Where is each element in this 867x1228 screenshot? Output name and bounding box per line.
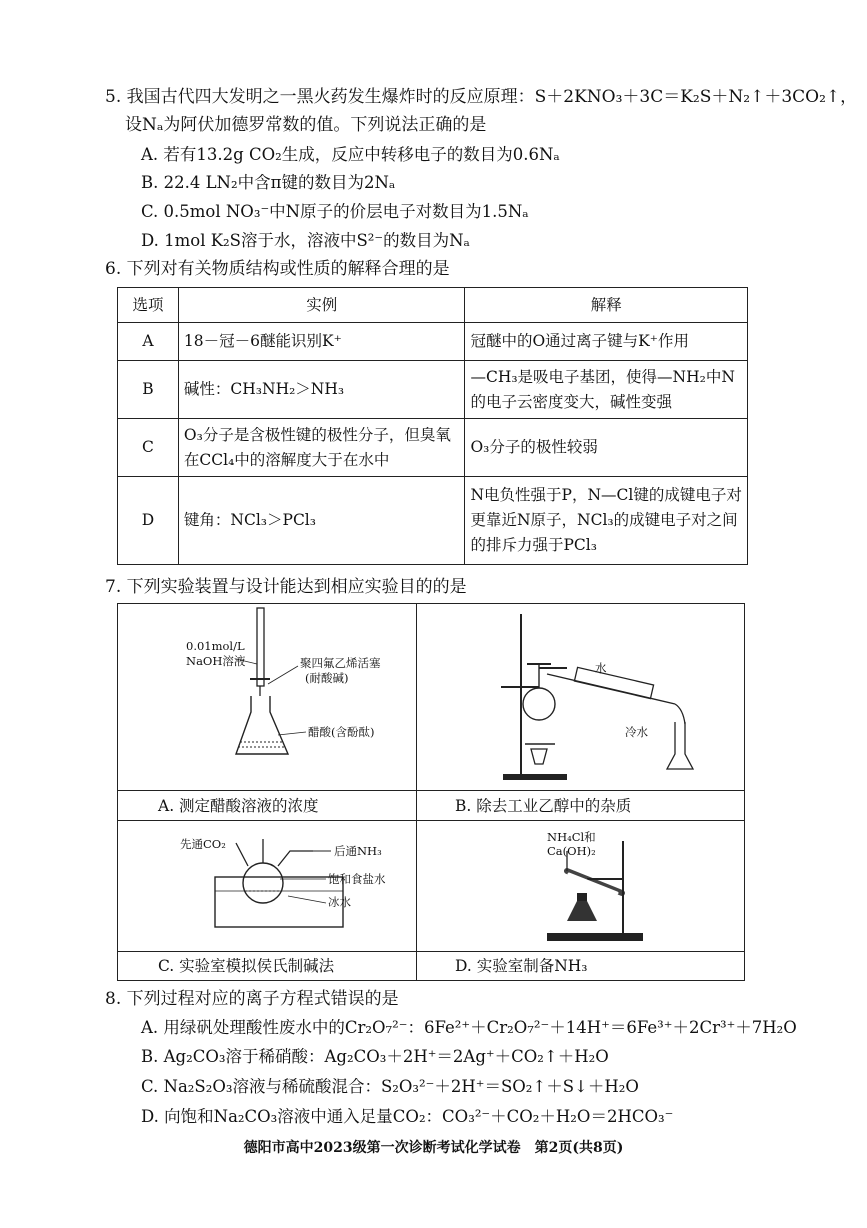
row-example: 碱性：CH₃NH₂＞NH₃ — [178, 361, 465, 419]
label-ptfe-valve: 聚四氟乙烯活塞 — [300, 656, 381, 670]
header-explanation: 解释 — [465, 288, 748, 323]
row-explanation: —CH₃是吸电子基团，使得—NH₂中N的电子云密度变大，碱性变强 — [465, 361, 748, 419]
q5-stem-line1: 5. 我国古代四大发明之一黑火药发生爆炸时的反应原理：S＋2KNO₃＋3C＝K₂S＋N₂↑＋3CO₂↑， — [105, 87, 858, 107]
q8-stem: 8. 下列过程对应的离子方程式错误的是 — [105, 989, 399, 1009]
label-acetic-acid: 醋酸(含酚酞) — [308, 725, 375, 739]
page-footer: 德阳市高中2023级第一次诊断考试化学试卷 第2页(共8页) — [243, 1140, 624, 1156]
row-example: 键角：NCl₃＞PCl₃ — [178, 477, 465, 565]
label-caoh2: Ca(OH)₂ — [547, 844, 596, 858]
row-option: B — [118, 361, 179, 419]
header-option: 选项 — [118, 288, 179, 323]
row-option: D — [118, 477, 179, 565]
row-option: C — [118, 419, 179, 477]
q5-option-a: A. 若有13.2g CO₂生成，反应中转移电子的数目为0.6Nₐ — [141, 145, 560, 164]
row-example: O₃分子是含极性键的极性分子，但臭氧在CCl₄中的溶解度大于在水中 — [178, 419, 465, 477]
label-nh4cl: NH₄Cl和 — [547, 830, 596, 844]
panel-d-figure — [417, 821, 744, 952]
q5-option-d: D. 1mol K₂S溶于水，溶液中S²⁻的数目为Nₐ — [141, 231, 470, 250]
panel-d-caption-cell — [417, 952, 744, 980]
header-example: 实例 — [178, 288, 465, 323]
table-row — [118, 419, 748, 477]
panel-a-figure — [118, 604, 417, 791]
panel-c-caption: C. 实验室模拟侯氏制碱法 — [158, 957, 335, 975]
q8-option-c: C. Na₂S₂O₃溶液与稀硫酸混合：S₂O₃²⁻＋2H⁺＝SO₂↑＋S↓＋H₂O — [141, 1077, 639, 1096]
table-row — [118, 323, 748, 361]
row-explanation: 冠醚中的O通过离子键与K⁺作用 — [465, 323, 748, 361]
panel-d-caption: D. 实验室制备NH₃ — [455, 957, 588, 975]
panel-b-figure — [417, 604, 744, 791]
row-explanation: O₃分子的极性较弱 — [465, 419, 748, 477]
table-row — [118, 361, 748, 419]
panel-a-caption: A. 测定醋酸溶液的浓度 — [158, 797, 319, 815]
q8-option-a: A. 用绿矾处理酸性废水中的Cr₂O₇²⁻：6Fe²⁺＋Cr₂O₇²⁻＋14H⁺＝6Fe³⁺＋2Cr³⁺＋7H₂O — [141, 1018, 797, 1037]
q6-stem: 6. 下列对有关物质结构或性质的解释合理的是 — [105, 259, 450, 279]
q5-option-c: C. 0.5mol NO₃⁻中N原子的价层电子对数目为1.5Nₐ — [141, 202, 529, 221]
label-water: 水 — [595, 661, 607, 675]
q7-stem: 7. 下列实验装置与设计能达到相应实验目的的是 — [105, 577, 467, 597]
panel-b-caption: B. 除去工业乙醇中的杂质 — [455, 797, 632, 815]
q7-apparatus-grid — [117, 603, 745, 981]
panel-c-caption-cell — [118, 952, 417, 980]
label-naoh: NaOH溶液 — [186, 654, 246, 668]
panel-a-caption-cell — [118, 791, 417, 821]
panel-b-caption-cell — [417, 791, 744, 821]
row-option: A — [118, 323, 179, 361]
table-row — [118, 477, 748, 565]
label-brine: 饱和食盐水 — [328, 872, 386, 886]
label-co2-first: 先通CO₂ — [180, 837, 226, 851]
table-header-row — [118, 288, 748, 323]
q5-option-b: B. 22.4 LN₂中含π键的数目为2Nₐ — [141, 173, 396, 192]
panel-c-figure — [118, 821, 417, 952]
q8-option-b: B. Ag₂CO₃溶于稀硝酸：Ag₂CO₃＋2H⁺＝2Ag⁺＋CO₂↑＋H₂O — [141, 1047, 609, 1066]
row-example: 18－冠－6醚能识别K⁺ — [178, 323, 465, 361]
label-ice-water: 冰水 — [328, 895, 351, 909]
row-explanation: N电负性强于P，N—Cl键的成键电子对更靠近N原子，NCl₃的成键电子对之间的排斥力强于PCl₃ — [465, 477, 748, 565]
titration-apparatus-icon — [118, 604, 415, 789]
label-acid-resistant: (耐酸碱) — [305, 671, 349, 685]
q8-option-d: D. 向饱和Na₂CO₃溶液中通入足量CO₂：CO₃²⁻＋CO₂＋H₂O＝2HCO₃⁻ — [141, 1107, 674, 1126]
label-nh3-later: 后通NH₃ — [334, 844, 382, 858]
q6-table — [117, 287, 748, 565]
q5-stem-line2: 设Nₐ为阿伏加德罗常数的值。下列说法正确的是 — [125, 115, 487, 135]
distillation-apparatus-icon — [417, 604, 743, 789]
label-cold-water: 冷水 — [625, 725, 648, 739]
label-naoh-conc: 0.01mol/L — [186, 639, 245, 653]
